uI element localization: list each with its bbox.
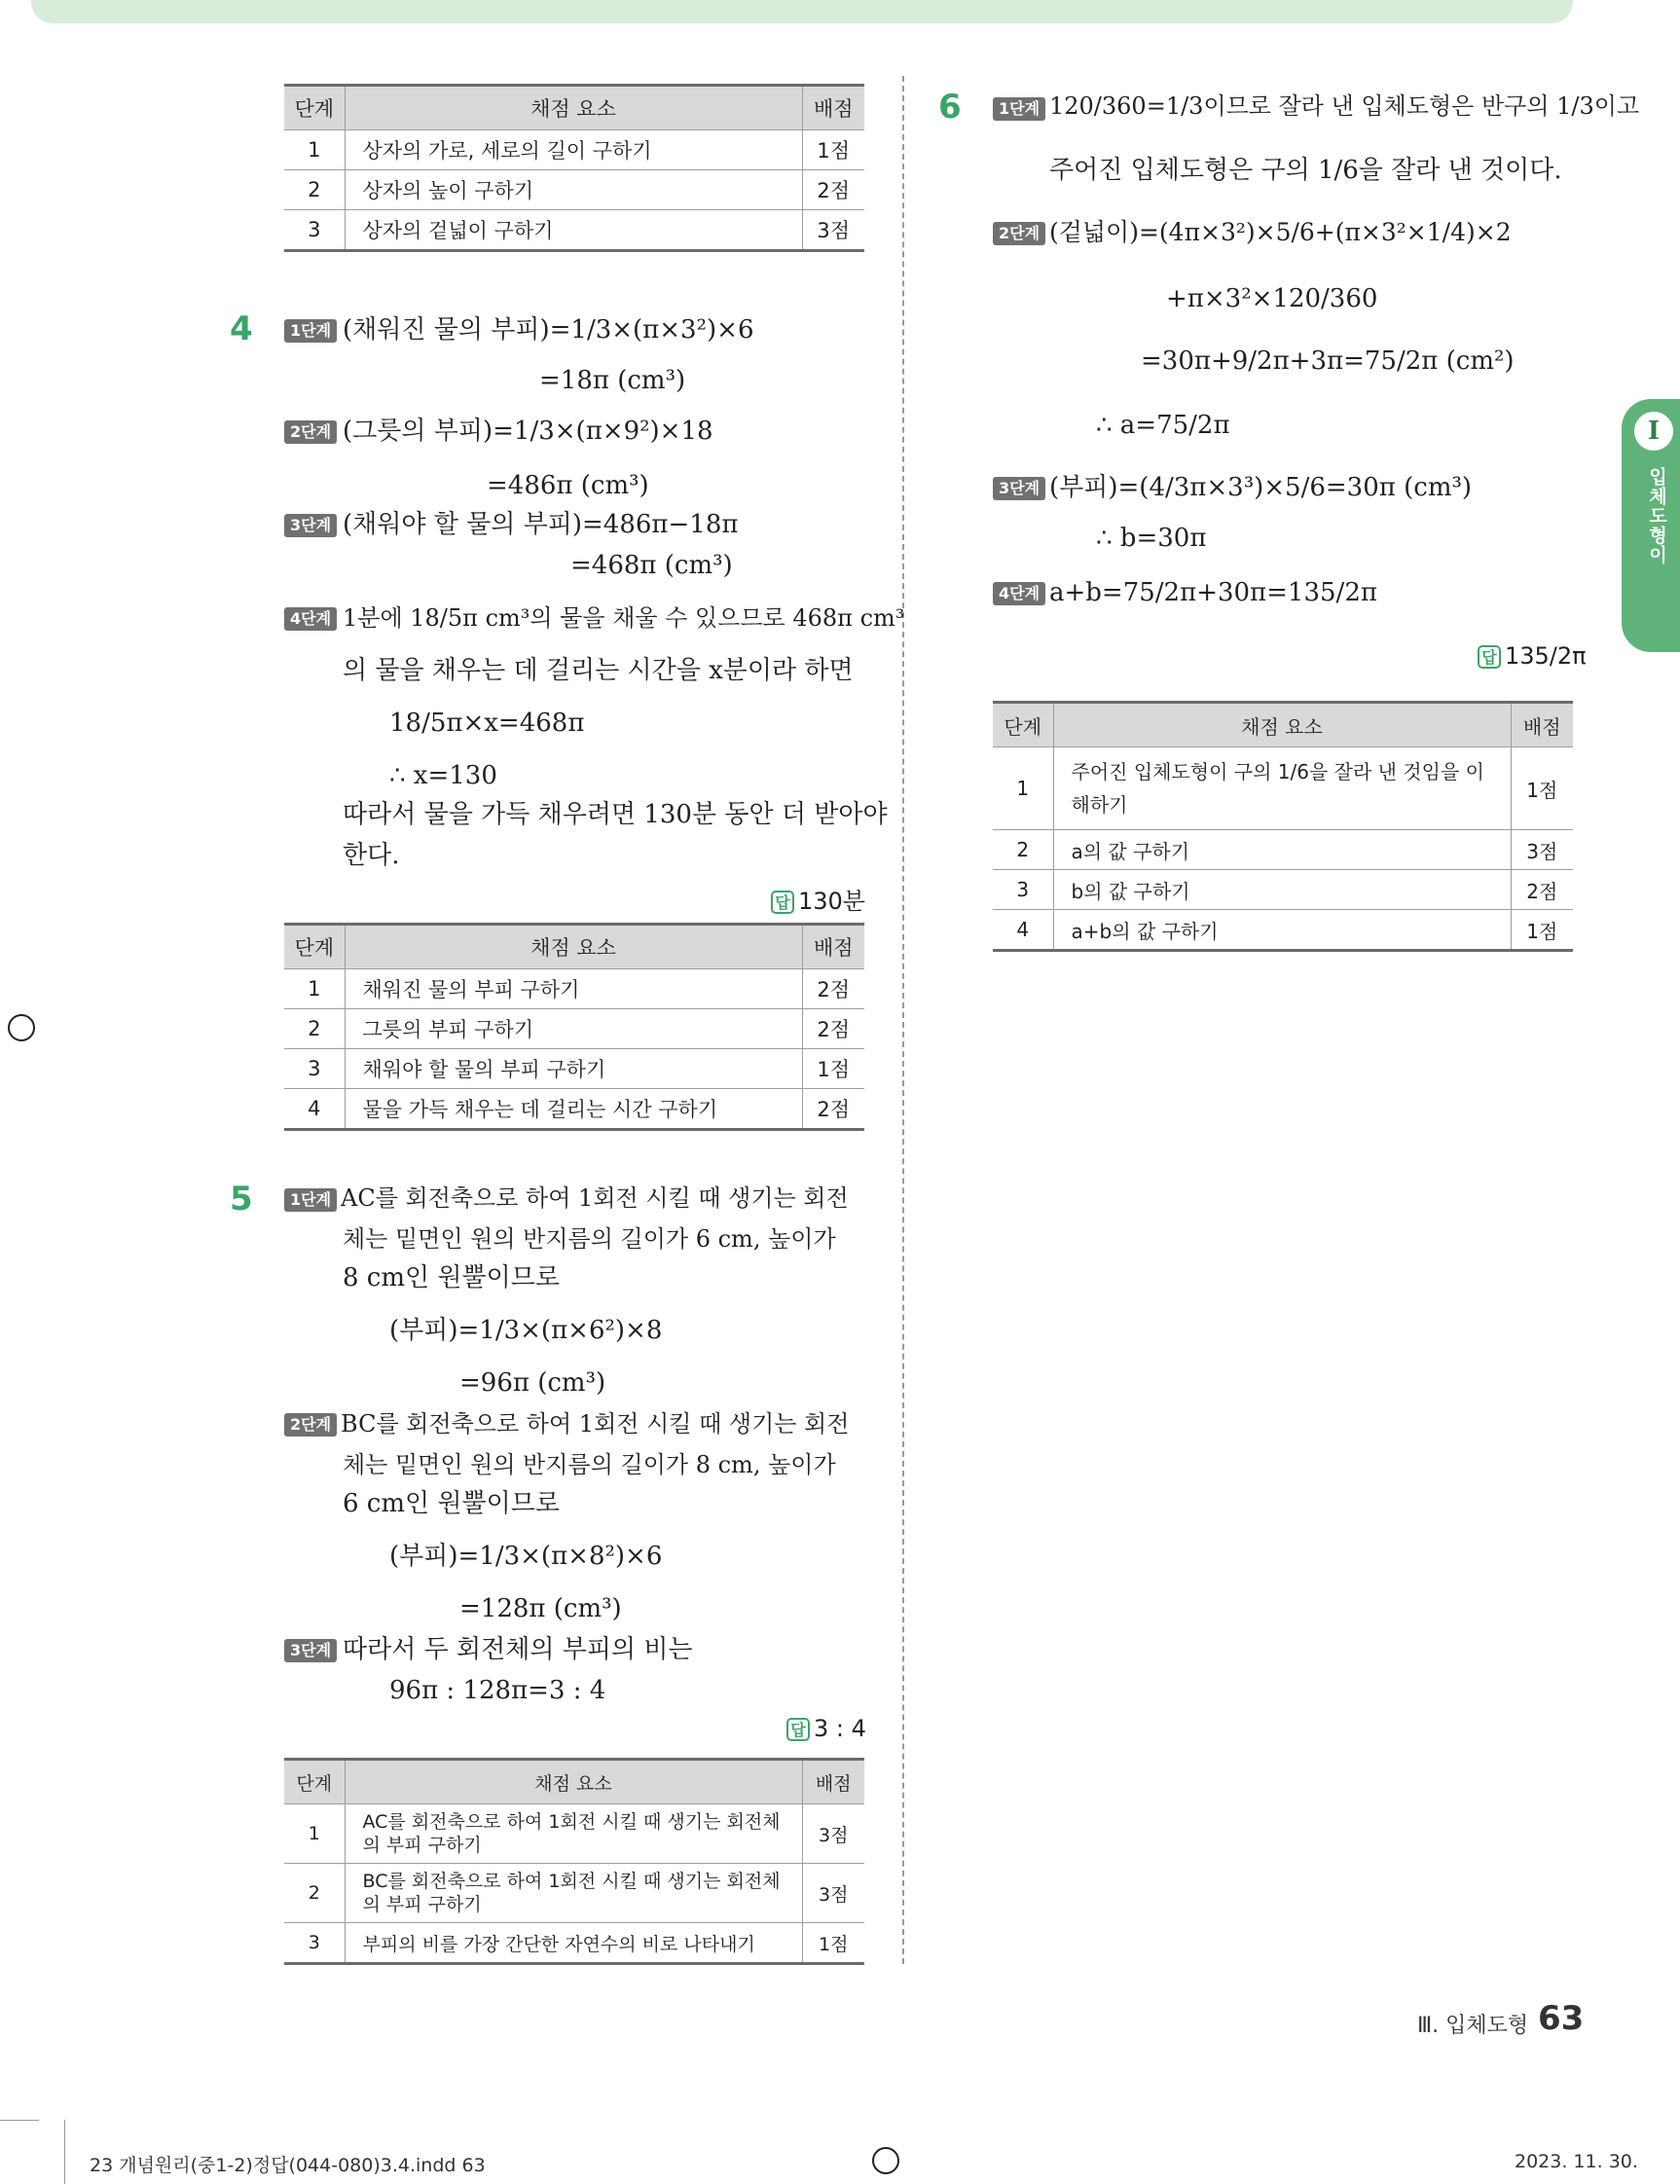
solution-line: 한다.	[343, 841, 400, 870]
solution-line: 120/360=1/3이므로 잘라 낸 입체도형은 반구의 1/3이고	[1049, 92, 1640, 120]
step-badge: 1단계	[993, 97, 1045, 121]
step-badge: 2단계	[993, 222, 1045, 245]
cell-step: 2	[284, 1864, 345, 1923]
registration-mark-icon	[872, 2147, 899, 2174]
table-row	[284, 1089, 864, 1130]
solution-line: ∴ x=130	[389, 761, 497, 790]
cell-points: 2점	[802, 170, 864, 210]
solution-line: 96π : 128π=3 : 4	[389, 1676, 606, 1705]
page-number: 63	[1538, 1999, 1585, 2038]
col-points: 배점	[802, 925, 864, 969]
table-row	[993, 747, 1573, 830]
cell-step: 1	[284, 1804, 345, 1864]
answer-value: 130분	[798, 888, 865, 915]
step-badge: 1단계	[284, 319, 337, 343]
print-date: 2023. 11. 30.	[1515, 2151, 1638, 2172]
chapter-side-label: 입체도형이	[1646, 467, 1667, 564]
cell-item: 그릇의 부피 구하기	[345, 1009, 802, 1049]
step-badge: 4단계	[993, 582, 1045, 605]
col-step: 단계	[284, 86, 345, 130]
col-item: 채점 요소	[1053, 703, 1511, 747]
section-label: Ⅲ. 입체도형	[1417, 2014, 1529, 2038]
step-badge: 2단계	[284, 420, 337, 444]
problem-5-number: 5	[230, 1180, 253, 1219]
answer-value: 3 : 4	[814, 1715, 866, 1742]
cell-points: 2점	[802, 969, 864, 1009]
solution-line: 체는 밑면인 원의 반지름의 길이가 8 cm, 높이가	[343, 1451, 836, 1478]
cell-item: 상자의 가로, 세로의 길이 구하기	[345, 130, 802, 170]
cell-step: 2	[993, 830, 1053, 870]
solution-line: (겉넓이)=(4π×3²)×5/6+(π×3²×1/4)×2	[1049, 218, 1512, 246]
scoring-table-4	[284, 923, 864, 1131]
cell-item: 부피의 비를 가장 간단한 자연수의 비로 나타내기	[345, 1923, 802, 1964]
cell-step: 2	[284, 170, 345, 210]
solution-line: +π×3²×120/360	[1166, 284, 1378, 313]
solution-line: =486π (cm³)	[487, 471, 649, 500]
table-row	[284, 1009, 864, 1049]
cell-step: 3	[284, 1923, 345, 1964]
col-item: 채점 요소	[345, 925, 802, 969]
solution-line: =18π (cm³)	[539, 366, 686, 395]
cell-points: 1점	[1511, 910, 1573, 951]
solution-line: 따라서 두 회전체의 부피의 비는	[343, 1635, 693, 1664]
table-row	[284, 210, 864, 251]
step-badge: 3단계	[993, 477, 1045, 500]
solution-line: =96π (cm³)	[459, 1368, 606, 1398]
solution-line: ∴ a=75/2π	[1096, 411, 1230, 440]
table-row	[284, 969, 864, 1009]
cell-points: 1점	[802, 1049, 864, 1089]
solution-line: =30π+9/2π+3π=75/2π (cm²)	[1141, 346, 1515, 376]
col-step: 단계	[993, 703, 1053, 747]
chapter-roman-numeral: I	[1631, 409, 1676, 454]
cell-item: a의 값 구하기	[1053, 830, 1511, 870]
cell-item: a+b의 값 구하기	[1053, 910, 1511, 951]
table-row	[284, 170, 864, 210]
solution-line: =468π (cm³)	[570, 551, 733, 580]
answer	[786, 1715, 866, 1742]
solution-line: 6 cm인 원뿔이므로	[343, 1489, 560, 1518]
table-row	[284, 130, 864, 170]
cell-points: 3점	[1511, 830, 1573, 870]
cell-step: 1	[993, 747, 1053, 830]
cell-item: 물을 가득 채우는 데 걸리는 시간 구하기	[345, 1089, 802, 1130]
solution-line: 1분에 18/5π cm³의 물을 채울 수 있으므로 468π cm³	[343, 604, 905, 632]
cell-step: 4	[284, 1089, 345, 1130]
solution-line: 체는 밑면인 원의 반지름의 길이가 6 cm, 높이가	[343, 1225, 836, 1253]
cell-item: AC를 회전축으로 하여 1회전 시킬 때 생기는 회전체의 부피 구하기	[345, 1804, 802, 1864]
answer-value: 135/2π	[1505, 642, 1587, 670]
solution-line: 의 물을 채우는 데 걸리는 시간을 x분이라 하면	[343, 656, 854, 685]
cell-step: 1	[284, 130, 345, 170]
cell-step: 4	[993, 910, 1053, 951]
cell-points: 3점	[802, 210, 864, 251]
cell-step: 3	[284, 1049, 345, 1089]
col-points: 배점	[802, 86, 864, 130]
table-row	[993, 910, 1573, 951]
solution-line: ∴ b=30π	[1096, 524, 1207, 553]
solution-line: a+b=75/2π+30π=135/2π	[1049, 578, 1377, 607]
print-file-info: 23 개념원리(중1-2)정답(044-080)3.4.indd 63	[90, 2155, 486, 2176]
cell-points: 2점	[802, 1009, 864, 1049]
registration-mark-icon	[8, 1014, 35, 1041]
scoring-table-6	[993, 701, 1573, 952]
step-badge: 3단계	[284, 514, 337, 537]
solution-line: 8 cm인 원뿔이므로	[343, 1263, 560, 1292]
cell-points: 2점	[1511, 870, 1573, 910]
col-step: 단계	[284, 925, 345, 969]
solution-line: (그릇의 부피)=1/3×(π×9²)×18	[343, 417, 713, 446]
table-row	[993, 830, 1573, 870]
step-badge: 4단계	[284, 607, 337, 631]
answer-icon: 답	[1478, 645, 1501, 669]
cell-points: 3점	[802, 1864, 864, 1923]
cell-item: b의 값 구하기	[1053, 870, 1511, 910]
step-badge: 1단계	[284, 1188, 337, 1212]
table-row	[284, 1864, 864, 1923]
answer	[771, 882, 865, 916]
answer-icon: 답	[771, 891, 794, 914]
col-item: 채점 요소	[345, 86, 802, 130]
cell-item: 상자의 겉넓이 구하기	[345, 210, 802, 251]
solution-line: 18/5π×x=468π	[389, 709, 585, 738]
cell-item: 채워진 물의 부피 구하기	[345, 969, 802, 1009]
cell-step: 3	[993, 870, 1053, 910]
cell-points: 3점	[802, 1804, 864, 1864]
col-step: 단계	[284, 1760, 345, 1804]
solution-line: (부피)=(4/3π×3³)×5/6=30π (cm³)	[1049, 473, 1473, 502]
crop-mark	[0, 2120, 39, 2121]
answer	[1478, 642, 1587, 670]
cell-item: 채워야 할 물의 부피 구하기	[345, 1049, 802, 1089]
table-row	[284, 1923, 864, 1964]
cell-item: BC를 회전축으로 하여 1회전 시킬 때 생기는 회전체의 부피 구하기	[345, 1864, 802, 1923]
cell-points: 1점	[802, 1923, 864, 1964]
problem-4-number: 4	[230, 309, 253, 348]
problem-6-number: 6	[938, 88, 962, 127]
cell-item: 주어진 입체도형이 구의 1/6을 잘라 낸 것임을 이해하기	[1053, 747, 1511, 830]
col-points: 배점	[802, 1760, 864, 1804]
cell-step: 1	[284, 969, 345, 1009]
step-badge: 2단계	[284, 1413, 337, 1437]
answer-icon: 답	[786, 1718, 810, 1741]
solution-line: BC를 회전축으로 하여 1회전 시킬 때 생기는 회전	[341, 1410, 850, 1438]
cell-points: 1점	[802, 130, 864, 170]
cell-step: 3	[284, 210, 345, 251]
column-divider	[902, 76, 904, 1964]
scoring-table-5	[284, 1758, 864, 1965]
solution-line: (부피)=1/3×(π×8²)×6	[389, 1542, 663, 1571]
col-item: 채점 요소	[345, 1760, 802, 1804]
solution-line: =128π (cm³)	[459, 1594, 622, 1623]
cell-points: 2점	[802, 1089, 864, 1130]
solution-line: 주어진 입체도형은 구의 1/6을 잘라 낸 것이다.	[1049, 156, 1562, 185]
table-row	[993, 870, 1573, 910]
solution-line: (채워진 물의 부피)=1/3×(π×3²)×6	[343, 315, 754, 345]
solution-line: 따라서 물을 가득 채우려면 130분 동안 더 받아야	[343, 800, 888, 829]
cell-step: 2	[284, 1009, 345, 1049]
table-row	[284, 1049, 864, 1089]
cell-points: 1점	[1511, 747, 1573, 830]
step-badge: 3단계	[284, 1639, 337, 1662]
solution-line: AC를 회전축으로 하여 1회전 시킬 때 생기는 회전	[341, 1184, 849, 1212]
top-banner	[31, 0, 1573, 23]
crop-mark	[64, 2120, 65, 2184]
table-row	[284, 1804, 864, 1864]
solution-line: (부피)=1/3×(π×6²)×8	[389, 1316, 663, 1345]
col-points: 배점	[1511, 703, 1573, 747]
scoring-table-prev	[284, 84, 864, 252]
cell-item: 상자의 높이 구하기	[345, 170, 802, 210]
solution-line: (채워야 할 물의 부피)=486π−18π	[343, 510, 739, 539]
